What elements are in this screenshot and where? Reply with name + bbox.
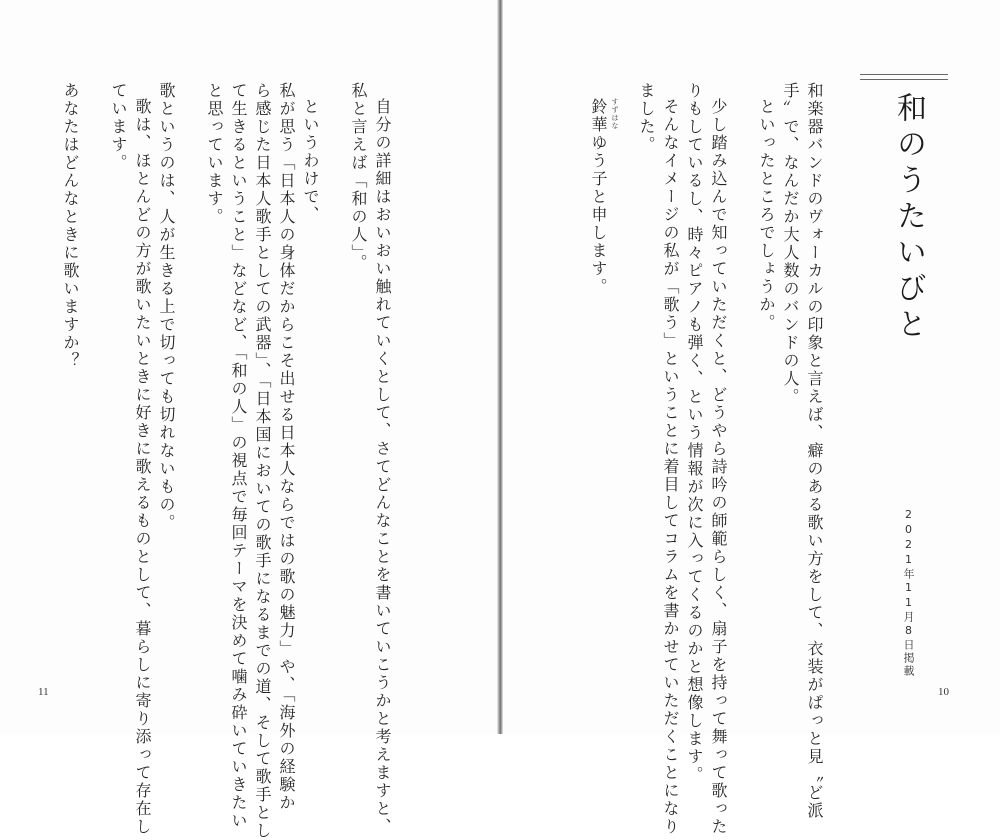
paragraph-line: 私が思う「日本人の身体だからこそ出せる日本人ならではの歌の魅力」や、「海外の経験か [277, 82, 296, 812]
author-line: 鈴華ゆう子と申します。 [589, 98, 608, 296]
paragraph-line: 少し踏み込んで知っていただくと、どうやら詩吟の師範らしく、扇子を持って舞って歌った [709, 98, 728, 836]
paragraph-line: と思っています。 [205, 82, 224, 226]
paragraph-line: りもしているし、時々ピアノも弾く、という情報が次に入ってくるのかと想像します。 [685, 82, 704, 784]
paragraph-line: ら感じた日本人歌手としての武器」、「日本国においての歌手になるまでの道、そして歌手とし [253, 82, 272, 840]
paragraph-line: ました。 [637, 82, 656, 154]
page-number-right: 10 [938, 686, 949, 698]
paragraph-line: 歌というのは、人が生きる上で切っても切れないもの。 [157, 82, 176, 532]
paragraph-line: ています。 [109, 82, 128, 172]
paragraph-line: て生きるということ」などなど、「和の人」の視点で毎回テーマを決めて噛み砕いていきたい [229, 82, 248, 830]
paragraph-line: 手〟で、なんだか大人数のバンドの人。 [781, 82, 800, 406]
paragraph-line: そんなイメージの私が「歌う」ということに着目してコラムを書かせていただくことになり [661, 98, 680, 836]
column-title: 和のうたいびと [891, 92, 926, 344]
page-number-left: 11 [38, 686, 49, 698]
paragraph-line: 自分の詳細はおいおい触れていくとして、さてどんなことを書いていこうかと考えますと、 [373, 98, 392, 836]
paragraph-line: 和楽器バンドのヴォーカルの印象と言えば、癖のある歌い方をして、衣装がぱっと見〝ど派 [805, 82, 824, 820]
title-double-rule [860, 74, 948, 80]
paragraph-line: 歌は、ほとんどの方が歌いたいときに好きに歌えるものとして、暮らしに寄り添って存在し [133, 98, 152, 836]
paragraph-line: 私と言えば「和の人」。 [349, 82, 368, 272]
paragraph-line: といったところでしょうか。 [757, 98, 776, 332]
book-gutter [497, 0, 503, 734]
publication-date: 2021年11月8日掲載 [902, 508, 915, 678]
author-name-ruby: すずはな [611, 98, 619, 130]
paragraph-line: あなたはどんなときに歌いますか？ [61, 82, 80, 370]
paragraph-line: というわけで、 [301, 98, 320, 224]
